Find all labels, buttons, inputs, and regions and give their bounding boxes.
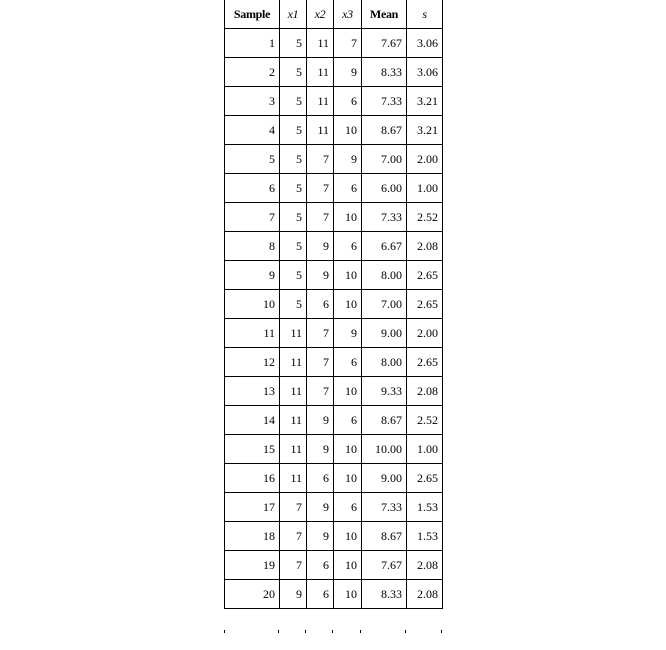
cell-x3: 9 — [334, 58, 362, 87]
cell-x3: 10 — [334, 377, 362, 406]
cell-x2: 9 — [307, 522, 334, 551]
cell-x1: 9 — [280, 580, 307, 609]
table-row — [225, 116, 443, 145]
header-x2: x2 — [307, 0, 334, 29]
cell-x3: 9 — [334, 319, 362, 348]
cell-s: 1.00 — [407, 435, 443, 464]
cell-x1: 11 — [280, 377, 307, 406]
cell-sample: 3 — [225, 87, 280, 116]
table-row — [225, 58, 443, 87]
cell-x2: 11 — [307, 87, 334, 116]
cell-s: 3.21 — [407, 116, 443, 145]
cell-mean: 7.67 — [362, 551, 407, 580]
cell-sample: 6 — [225, 174, 280, 203]
cell-x1: 11 — [280, 435, 307, 464]
cell-sample: 20 — [225, 580, 280, 609]
cell-sample: 4 — [225, 116, 280, 145]
cell-mean: 9.33 — [362, 377, 407, 406]
header-row — [225, 0, 443, 29]
table-row — [225, 87, 443, 116]
cell-x2: 7 — [307, 174, 334, 203]
cell-s: 2.08 — [407, 551, 443, 580]
cell-x2: 9 — [307, 435, 334, 464]
cell-x1: 11 — [280, 406, 307, 435]
cell-s: 2.65 — [407, 261, 443, 290]
cell-s: 2.00 — [407, 319, 443, 348]
cell-x1: 5 — [280, 290, 307, 319]
cell-sample: 7 — [225, 203, 280, 232]
cell-x3: 6 — [334, 174, 362, 203]
cell-sample: 9 — [225, 261, 280, 290]
cell-x3: 10 — [334, 290, 362, 319]
cell-x1: 5 — [280, 174, 307, 203]
cell-x1: 5 — [280, 29, 307, 58]
table-row — [225, 232, 443, 261]
cell-x2: 7 — [307, 377, 334, 406]
cell-s: 2.08 — [407, 232, 443, 261]
cell-sample: 10 — [225, 290, 280, 319]
cell-x1: 5 — [280, 232, 307, 261]
column-line-tail — [405, 630, 406, 633]
header-sample: Sample — [225, 0, 280, 29]
table-row — [225, 29, 443, 58]
cell-mean: 7.33 — [362, 87, 407, 116]
cell-sample: 17 — [225, 493, 280, 522]
cell-x1: 11 — [280, 348, 307, 377]
cell-x1: 11 — [280, 319, 307, 348]
cell-mean: 8.67 — [362, 116, 407, 145]
table-row — [225, 406, 443, 435]
cell-x2: 11 — [307, 58, 334, 87]
cell-x2: 7 — [307, 145, 334, 174]
cell-sample: 12 — [225, 348, 280, 377]
cell-mean: 7.67 — [362, 29, 407, 58]
cell-s: 2.65 — [407, 348, 443, 377]
column-line-tail — [360, 630, 361, 633]
cell-x3: 6 — [334, 232, 362, 261]
cell-x3: 10 — [334, 435, 362, 464]
cell-mean: 7.33 — [362, 493, 407, 522]
table-row — [225, 522, 443, 551]
cell-s: 2.00 — [407, 145, 443, 174]
table-row — [225, 493, 443, 522]
cell-x1: 5 — [280, 116, 307, 145]
table-row — [225, 464, 443, 493]
cell-s: 1.00 — [407, 174, 443, 203]
table-row — [225, 377, 443, 406]
cell-mean: 8.33 — [362, 58, 407, 87]
cell-x3: 7 — [334, 29, 362, 58]
cell-sample: 19 — [225, 551, 280, 580]
cell-x1: 7 — [280, 551, 307, 580]
cell-s: 2.65 — [407, 464, 443, 493]
header-mean: Mean — [362, 0, 407, 29]
cell-x3: 10 — [334, 580, 362, 609]
samples-table — [224, 0, 443, 609]
cell-sample: 14 — [225, 406, 280, 435]
cell-sample: 1 — [225, 29, 280, 58]
column-line-tail — [332, 630, 333, 633]
table-row — [225, 435, 443, 464]
table-row — [225, 174, 443, 203]
column-line-tail — [224, 630, 225, 633]
cell-s: 3.06 — [407, 58, 443, 87]
cell-mean: 8.33 — [362, 580, 407, 609]
cell-s: 2.65 — [407, 290, 443, 319]
cell-mean: 6.67 — [362, 232, 407, 261]
cell-x3: 10 — [334, 522, 362, 551]
cell-x1: 7 — [280, 522, 307, 551]
cell-x2: 6 — [307, 551, 334, 580]
cell-x2: 9 — [307, 232, 334, 261]
table-row — [225, 145, 443, 174]
cell-mean: 8.67 — [362, 406, 407, 435]
cell-x2: 11 — [307, 116, 334, 145]
table-row — [225, 580, 443, 609]
cell-mean: 7.00 — [362, 290, 407, 319]
cell-mean: 7.00 — [362, 145, 407, 174]
table-row — [225, 551, 443, 580]
cell-x3: 6 — [334, 406, 362, 435]
cell-x2: 9 — [307, 493, 334, 522]
cell-mean: 8.67 — [362, 522, 407, 551]
cell-x3: 10 — [334, 203, 362, 232]
cell-sample: 5 — [225, 145, 280, 174]
cell-x1: 7 — [280, 493, 307, 522]
cell-x3: 10 — [334, 551, 362, 580]
cell-mean: 6.00 — [362, 174, 407, 203]
cell-s: 1.53 — [407, 493, 443, 522]
cell-x1: 5 — [280, 58, 307, 87]
column-line-tail — [278, 630, 279, 633]
cell-x1: 11 — [280, 464, 307, 493]
table-row — [225, 203, 443, 232]
cell-sample: 11 — [225, 319, 280, 348]
cell-mean: 10.00 — [362, 435, 407, 464]
cell-mean: 8.00 — [362, 261, 407, 290]
cell-s: 2.08 — [407, 580, 443, 609]
cell-x3: 10 — [334, 464, 362, 493]
cell-s: 2.52 — [407, 406, 443, 435]
cell-sample: 15 — [225, 435, 280, 464]
table-row — [225, 348, 443, 377]
cell-x3: 10 — [334, 261, 362, 290]
cell-x3: 6 — [334, 493, 362, 522]
cell-x3: 9 — [334, 145, 362, 174]
cell-s: 2.08 — [407, 377, 443, 406]
header-x1: x1 — [280, 0, 307, 29]
cell-x2: 6 — [307, 464, 334, 493]
cell-x2: 6 — [307, 580, 334, 609]
cell-sample: 8 — [225, 232, 280, 261]
cell-sample: 18 — [225, 522, 280, 551]
table-row — [225, 261, 443, 290]
cell-s: 3.21 — [407, 87, 443, 116]
cell-x1: 5 — [280, 203, 307, 232]
header-x3: x3 — [334, 0, 362, 29]
column-line-tail — [305, 630, 306, 633]
cell-x2: 7 — [307, 348, 334, 377]
cell-x3: 6 — [334, 87, 362, 116]
cell-mean: 8.00 — [362, 348, 407, 377]
table-row — [225, 319, 443, 348]
cell-x1: 5 — [280, 145, 307, 174]
cell-x2: 7 — [307, 319, 334, 348]
cell-sample: 16 — [225, 464, 280, 493]
cell-x3: 6 — [334, 348, 362, 377]
cell-mean: 9.00 — [362, 319, 407, 348]
cell-x3: 10 — [334, 116, 362, 145]
column-line-tail — [441, 630, 442, 633]
cell-mean: 9.00 — [362, 464, 407, 493]
cell-sample: 2 — [225, 58, 280, 87]
cell-x2: 9 — [307, 406, 334, 435]
cell-x2: 7 — [307, 203, 334, 232]
table-row — [225, 290, 443, 319]
cell-x2: 9 — [307, 261, 334, 290]
cell-s: 2.52 — [407, 203, 443, 232]
cell-x2: 11 — [307, 29, 334, 58]
cell-x1: 5 — [280, 261, 307, 290]
cell-x2: 6 — [307, 290, 334, 319]
header-s: s — [407, 0, 443, 29]
cell-s: 1.53 — [407, 522, 443, 551]
cell-sample: 13 — [225, 377, 280, 406]
cell-x1: 5 — [280, 87, 307, 116]
cell-s: 3.06 — [407, 29, 443, 58]
cell-mean: 7.33 — [362, 203, 407, 232]
